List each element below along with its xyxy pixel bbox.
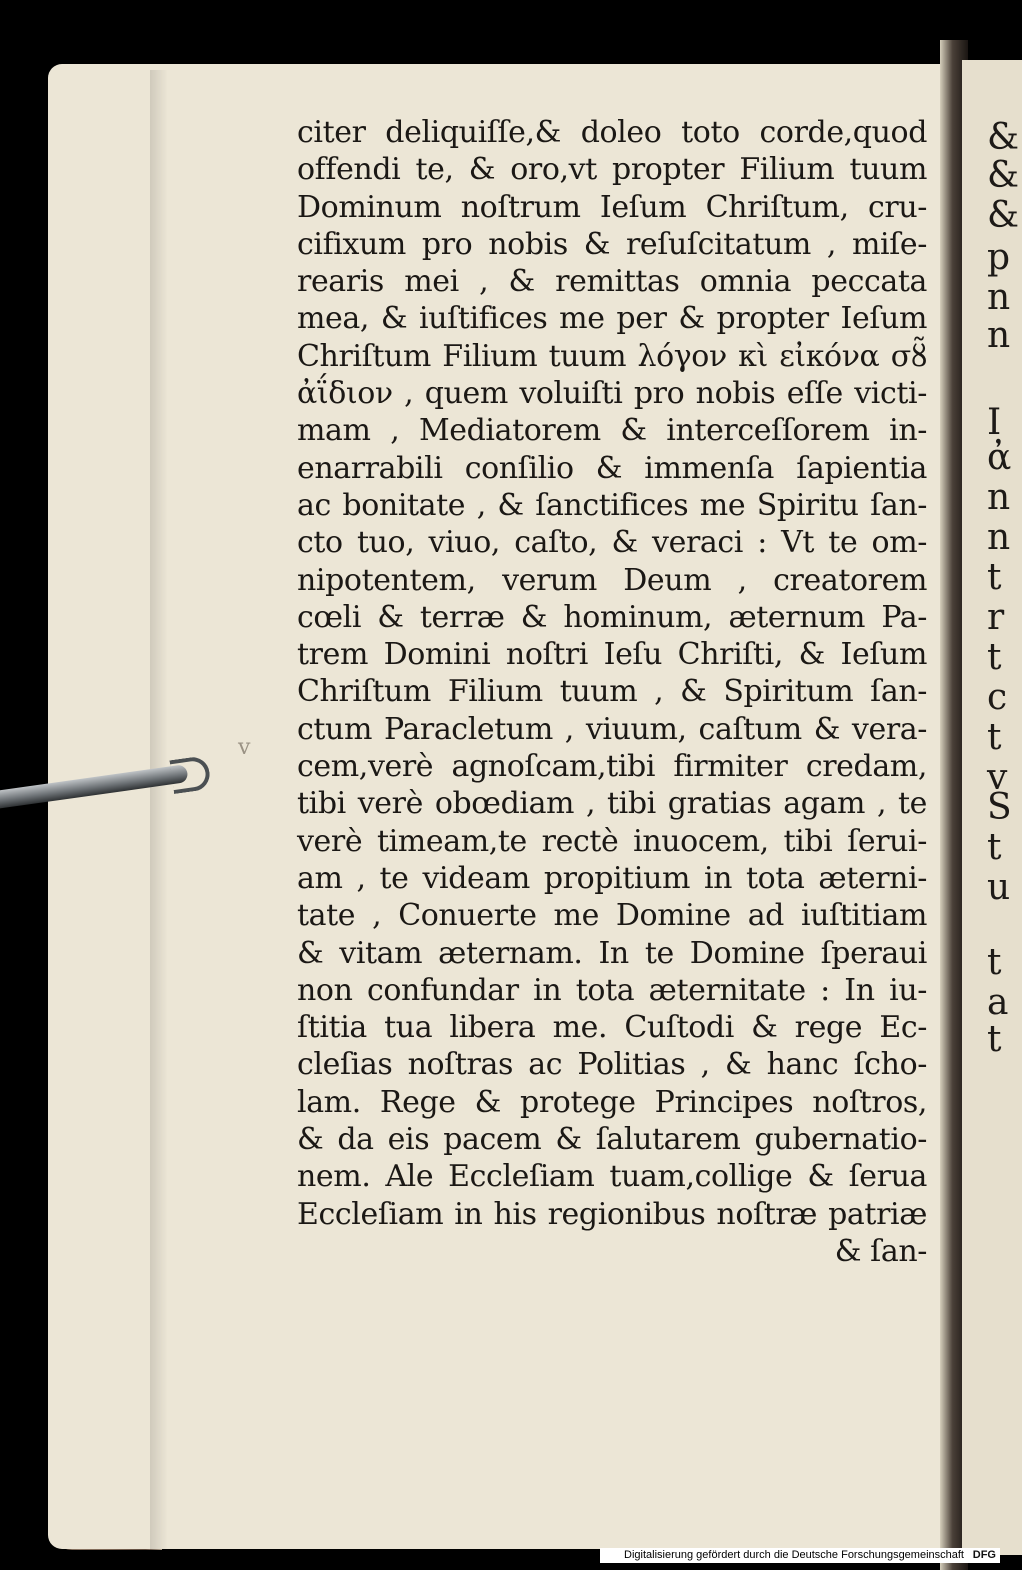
text-line: cleſias noſtras ac Politias , & hanc ſcho-: [297, 1047, 927, 1083]
text-line: citer deliquiſſe,& doleo toto corde,quod: [297, 115, 927, 150]
page-text-block: [297, 114, 927, 1270]
right-page-fragment: n: [987, 477, 1011, 518]
right-page-fragment: r: [987, 597, 1005, 638]
text-line: tate , Conuerte me Domine ad iuſtitiam: [297, 898, 927, 934]
text-line: Eccleſiam in his regionibus noſtræ patriæ: [297, 1196, 927, 1232]
right-page-fragment: &: [987, 117, 1020, 158]
text-line: trem Domini noſtri Ieſu Chriſti, & Ieſum: [297, 637, 927, 673]
right-page-fragment: a: [987, 982, 1009, 1023]
text-line: Dominum noſtrum Ieſum Chriſtum, cru-: [297, 189, 927, 225]
text-line: cto tuo, viuo, caſto, & veraci : Vt te om-: [297, 525, 927, 561]
right-page-fragment: t: [987, 827, 1002, 868]
right-page-fragment: &: [987, 155, 1020, 196]
text-line: Chriſtum Filium tuum , & Spiritum ſan-: [297, 674, 927, 710]
text-line: non confundar in tota æternitate : In iu-: [297, 972, 927, 1008]
right-page-fragment: v: [987, 757, 1008, 798]
text-line: rearis mei , & remittas omnia peccata: [297, 264, 927, 300]
text-line: cifixum pro nobis & reſuſcitatum , miſe-: [297, 226, 927, 262]
dfg-logo: DFG: [972, 1549, 996, 1561]
pencil-mark: v: [238, 735, 251, 760]
text-line: cem,verè agnoſcam,tibi firmiter credam,: [297, 749, 927, 785]
text-line: offendi te, & oro,vt propter Filium tuum: [297, 152, 927, 188]
text-line: tibi verè obœdiam , tibi gratias agam , te: [297, 786, 927, 822]
right-page-fragment: t: [987, 1019, 1002, 1060]
right-page-fragment: ἀ: [987, 437, 1012, 478]
text-line: am , te videam propitium in tota æterni-: [297, 860, 927, 896]
text-line: enarrabili conſilio & immenſa ſapientia: [297, 450, 927, 486]
right-page-fragment: n: [987, 315, 1011, 356]
right-page-fragment: u: [987, 867, 1011, 908]
right-page-fragment: c: [987, 677, 1008, 718]
text-line: mea, & iuſtifices me per & propter Ieſum: [297, 301, 927, 337]
text-line: ctum Paracletum , viuum, caſtum & vera-: [297, 711, 927, 747]
right-page-fragment: t: [987, 717, 1002, 758]
text-line: nem. Ale Eccleſiam tuam,collige & ſerua: [297, 1159, 927, 1195]
catchword: & ſan-: [834, 1233, 927, 1269]
right-page-fragment: S: [987, 787, 1012, 828]
right-page-fragment: n: [987, 277, 1011, 318]
page-edge-shadow: [150, 70, 168, 1550]
right-page-fragment: I: [987, 402, 1002, 443]
text-line: & da eis pacem & ſalutarem gubernatio-: [297, 1122, 927, 1158]
text-line: cœli & terræ & hominum, æternum Pa-: [297, 599, 927, 635]
text-line: ſtitia tua libera me. Cuſtodi & rege Ec-: [297, 1010, 927, 1046]
right-page-fragment: t: [987, 942, 1002, 983]
right-page-fragment: n: [987, 517, 1011, 558]
tool-hook: [169, 755, 211, 794]
text-line: mam , Mediatorem & interceſſorem in-: [297, 413, 927, 449]
text-line: Chriſtum Filium tuum λόγον κὶ εἰκόνα σȣ̃: [297, 338, 927, 374]
text-line: ac bonitate , & ſanctifices me Spiritu ſan-: [297, 487, 927, 523]
right-page-fragment: p: [987, 237, 1011, 278]
right-page-fragment: t: [987, 637, 1002, 678]
text-line: verè timeam,te rectè inuocem, tibi ſerui-: [297, 823, 927, 859]
text-line: & vitam æternam. In te Domine ſperaui: [297, 935, 927, 971]
text-line: lam. Rege & protege Principes noſtros,: [297, 1084, 927, 1120]
text-line: nipotentem, verum Deum , creatorem: [297, 562, 927, 598]
right-page-fragment: t: [987, 557, 1002, 598]
text-line: ἀΐδιον , quem voluiſti pro nobis eſſe victi-: [297, 376, 927, 412]
footer-credit: Digitalisierung gefördert durch die Deutsche Forschungsgemeinschaft: [624, 1549, 964, 1561]
right-page-fragment: &: [987, 195, 1020, 236]
